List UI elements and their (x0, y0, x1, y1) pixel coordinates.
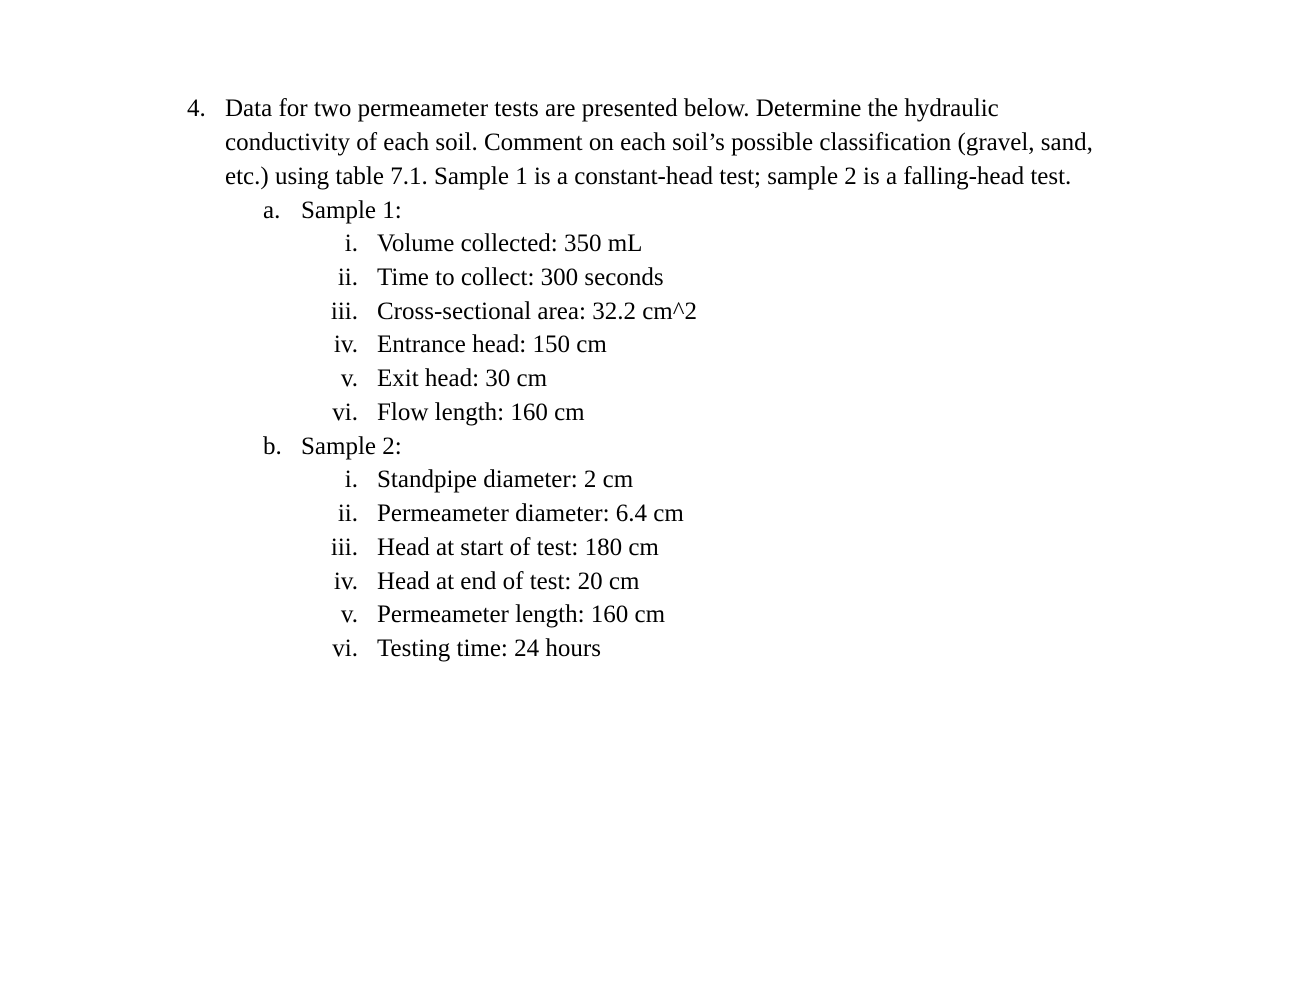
sample2-label: Sample 2: (301, 433, 402, 460)
question-line-1: Data for two permeameter tests are presented below. Determine the hydraulic (225, 95, 999, 122)
question-line-3: etc.) using table 7.1. Sample 1 is a constant-head test; sample 2 is a falling-head test. (225, 163, 1072, 190)
sample2-item-text: Head at start of test: 180 cm (377, 534, 659, 561)
question-number: 4. (187, 95, 206, 122)
sample2-item-text: Standpipe diameter: 2 cm (377, 466, 634, 493)
sample2-marker: b. (263, 433, 282, 460)
sample1-label: Sample 1: (301, 197, 402, 224)
sample2-item-marker: iv. (333, 568, 358, 595)
sample1-item-text: Time to collect: 300 seconds (377, 264, 664, 291)
sample1-item-marker: iv. (333, 331, 358, 358)
sample1-item-text: Cross-sectional area: 32.2 cm^2 (377, 298, 697, 325)
sample2-item-marker: iii. (330, 534, 358, 561)
sample2-item-text: Testing time: 24 hours (377, 635, 601, 662)
sample1-item-text: Volume collected: 350 mL (377, 230, 643, 257)
sample1-item-text: Exit head: 30 cm (377, 365, 548, 392)
sample1-item-marker: v. (340, 365, 358, 392)
sample2-item-marker: v. (340, 601, 358, 628)
sample1-item-marker: vi. (332, 399, 358, 426)
question-line-2: conductivity of each soil. Comment on each soil’s possible classification (gravel, sand, (225, 129, 1093, 156)
sample1-item-marker: i. (344, 230, 358, 257)
sample1-item-text: Entrance head: 150 cm (377, 331, 607, 358)
sample2-item-marker: vi. (332, 635, 358, 662)
sample2-item-text: Head at end of test: 20 cm (377, 568, 640, 595)
sample2-item-marker: ii. (337, 500, 358, 527)
sample1-marker: a. (263, 197, 281, 224)
sample1-item-marker: ii. (337, 264, 358, 291)
sample2-item-text: Permeameter length: 160 cm (377, 601, 666, 628)
sample1-item-marker: iii. (330, 298, 358, 325)
sample2-item-text: Permeameter diameter: 6.4 cm (377, 500, 684, 527)
sample2-item-marker: i. (344, 466, 358, 493)
sample1-item-text: Flow length: 160 cm (377, 399, 585, 426)
